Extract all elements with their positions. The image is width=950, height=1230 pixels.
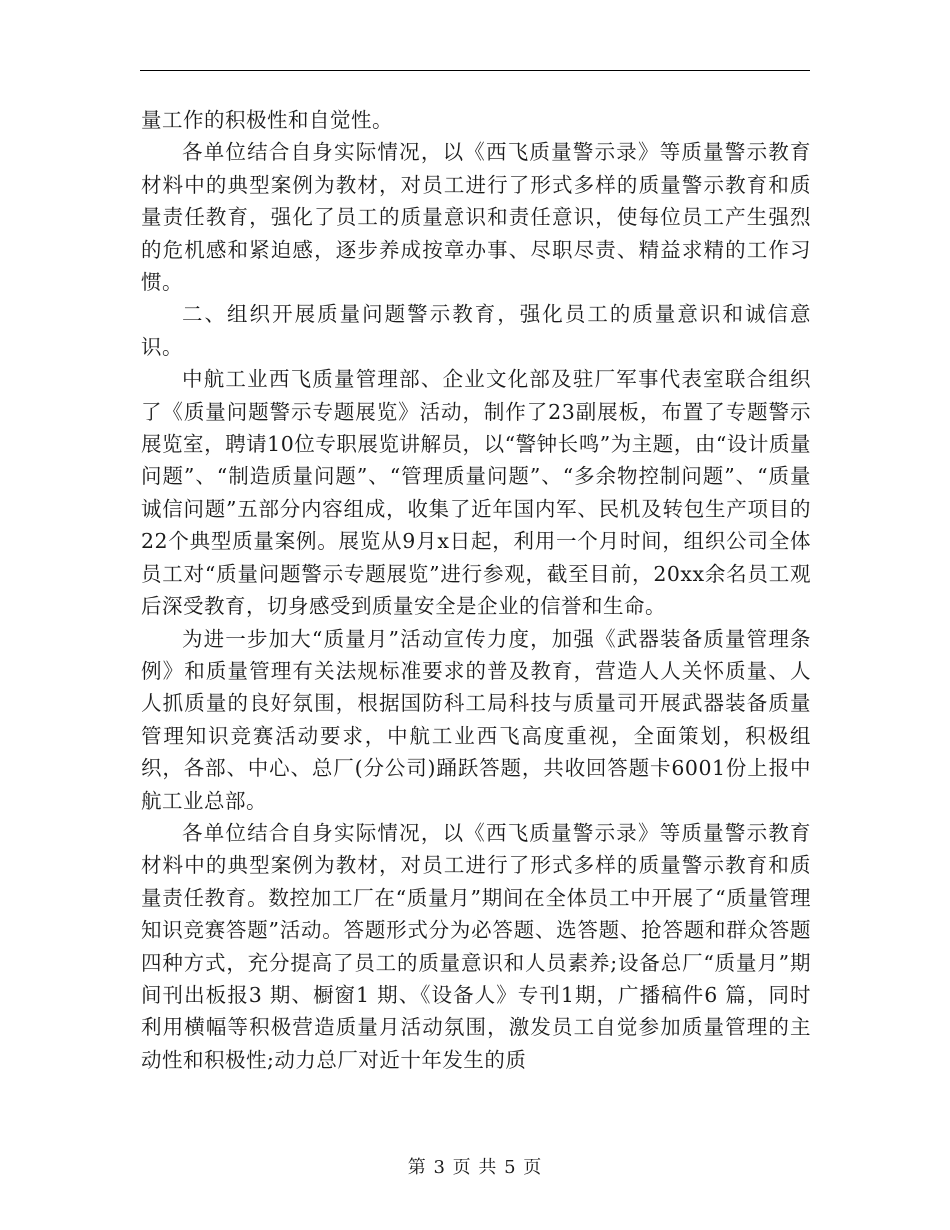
header-rule (140, 70, 810, 71)
paragraph-2: 各单位结合自身实际情况，以《西飞质量警示录》等质量警示教育材料中的典型案例为教材，对员工进行了形式多样的质量警示教育和质量责任教育，强化了员工的质量意识和责任意识，使每位员工产生强烈的危机感和紧迫感，逐步养成按章办事、尽职尽责、精益求精的工作习惯。 (141, 140, 811, 295)
paragraph-6: 各单位结合自身实际情况，以《西飞质量警示录》等质量警示教育材料中的典型案例为教材，对员工进行了形式多样的质量警示教育和质量责任教育。数控加工厂在“质量月”期间在全体员工中开展了“质量管理知识竞赛答题”活动。答题形式分为必答题、选答题、抢答题和群众答题四种方式，充分提高了员工的质量意识和人员素养;设备总厂“质量月”期间刊出板报3 期、橱窗1 期、《设备人》专刊1期，广播稿件6 篇，同时利用横幅等积极营造质量月活动氛围，激发员工自觉参加质量管理的主动性和积极性;动力总厂对近十年发生的质 (141, 820, 811, 1072)
page-number: 第 3 页 共 5 页 (407, 1157, 543, 1178)
paragraph-1: 量工作的积极性和自觉性。 (141, 108, 393, 132)
document-body (141, 104, 811, 1076)
paragraph-4: 中航工业西飞质量管理部、企业文化部及驻厂军事代表室联合组织了《质量问题警示专题展览》活动，制作了23副展板，布置了专题警示展览室，聘请10位专职展览讲解员，以“警钟长鸣”为主题，由“设计质量问题”、“制造质量问题”、“管理质量问题”、“多余物控制问题”、“质量诚信问题”五部分内容组成，收集了近年国内军、民机及转包生产项目的22个典型质量案例。展览从9月x日起，利用一个月时间，组织公司全体员工对“质量问题警示专题展览”进行参观，截至目前，20xx余名员工观后深受教育，切身感受到质量安全是企业的信誉和生命。 (141, 367, 811, 619)
section-heading: 二、组织开展质量问题警示教育，强化员工的质量意识和诚信意识。 (141, 302, 811, 359)
paragraph-5: 为进一步加大“质量月”活动宣传力度，加强《武器装备质量管理条例》和质量管理有关法规标准要求的普及教育，营造人人关怀质量、人人抓质量的良好氛围，根据国防科工局科技与质量司开展武器装备质量管理知识竞赛活动要求，中航工业西飞高度重视，全面策划，积极组织，各部、中心、总厂(分公司)踊跃答题，共收回答题卡6001份上报中航工业总部。 (141, 626, 811, 813)
